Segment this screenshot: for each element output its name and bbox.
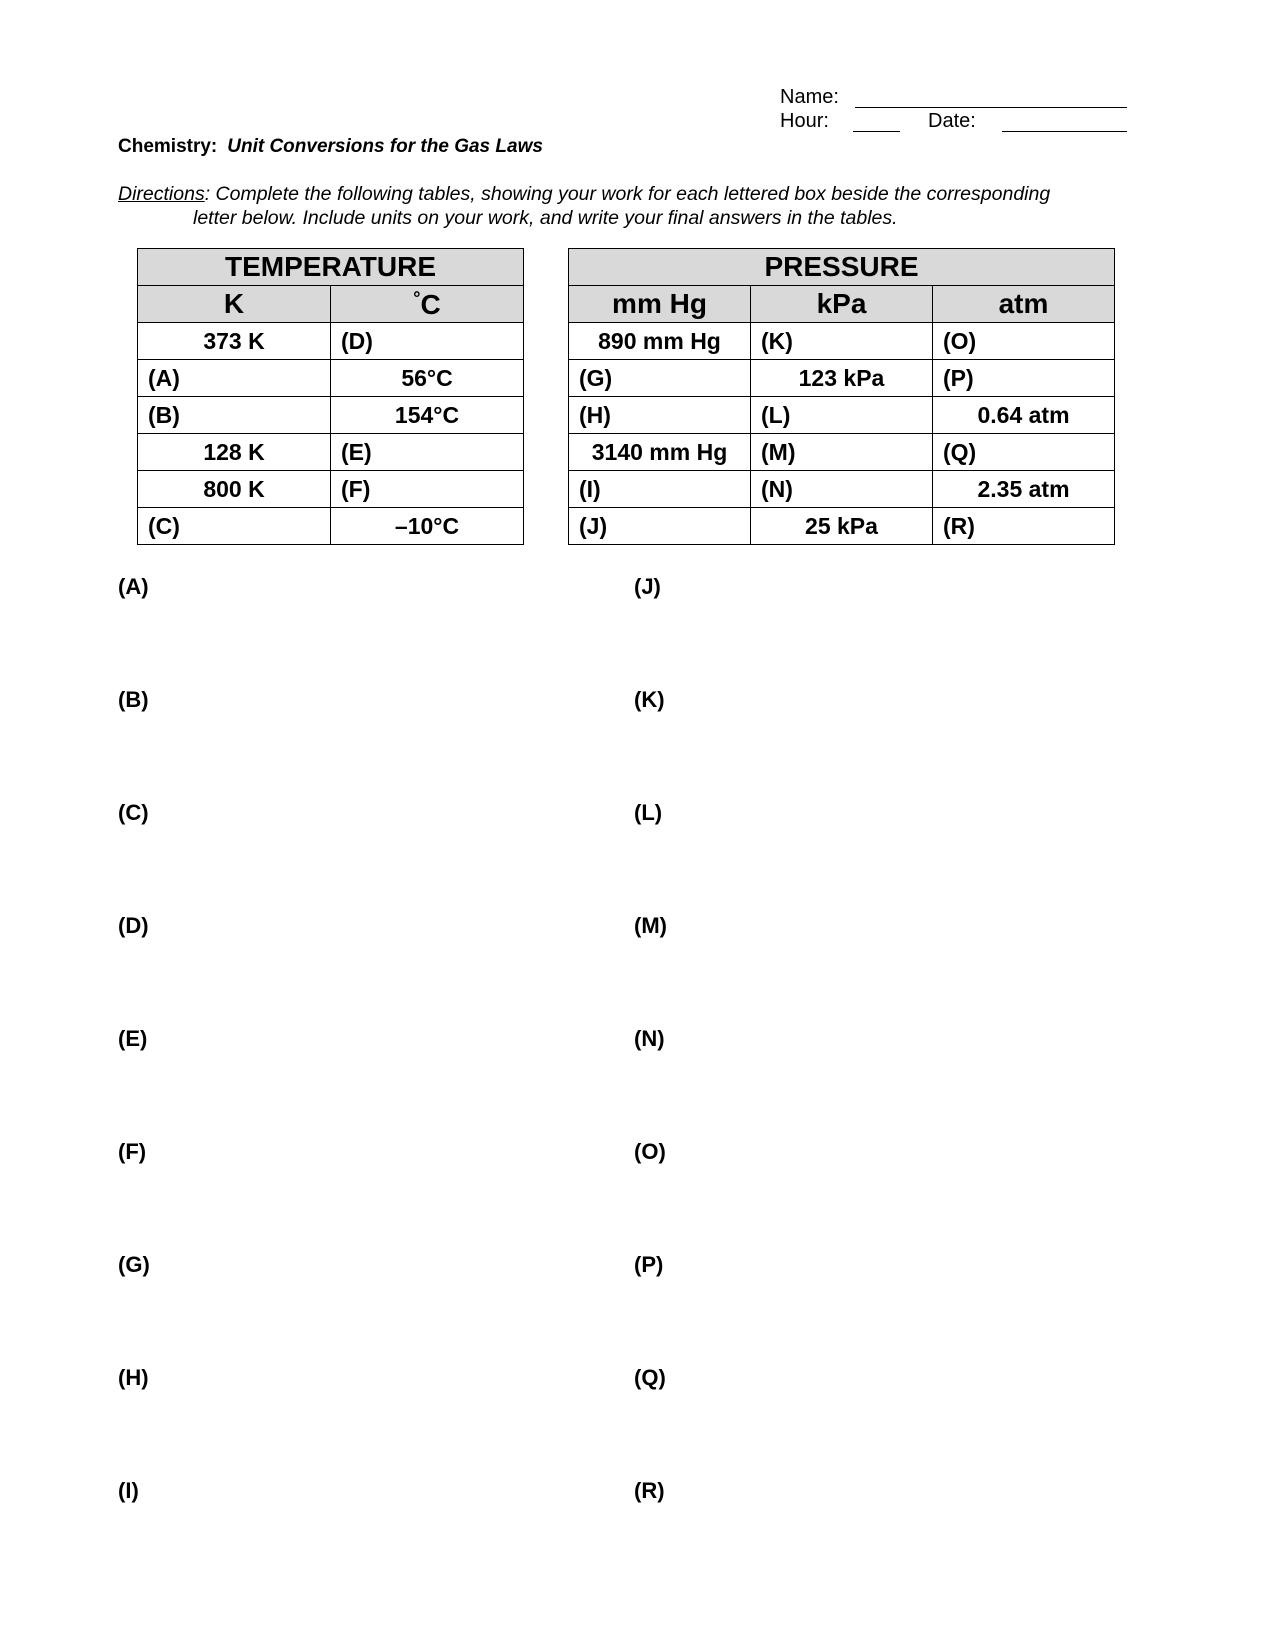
answer-cell[interactable]: (M) (751, 434, 933, 471)
title-subject: Chemistry: (118, 136, 218, 157)
work-label: (J) (634, 574, 661, 599)
table-cell: 373 K (138, 323, 331, 360)
table-cell: 25 kPa (751, 508, 933, 545)
work-label: (L) (634, 800, 663, 825)
directions (118, 182, 1168, 230)
answer-cell[interactable]: (L) (751, 397, 933, 434)
table-row (569, 323, 1115, 360)
table-cell: 0.64 atm (933, 397, 1115, 434)
page-title (118, 136, 543, 158)
answer-cell[interactable]: (D) (331, 323, 524, 360)
work-label: (E) (118, 1026, 148, 1051)
date-field[interactable] (1002, 131, 1127, 132)
col-celsius: °C (331, 286, 524, 323)
work-label: (F) (118, 1139, 147, 1164)
answer-cell[interactable]: (G) (569, 360, 751, 397)
table-row (569, 471, 1115, 508)
work-label: (N) (634, 1026, 665, 1051)
answer-cell[interactable]: (O) (933, 323, 1115, 360)
hour-label: Hour: (780, 110, 829, 132)
work-label: (M) (634, 913, 667, 938)
table-cell: 890 mm Hg (569, 323, 751, 360)
answer-cell[interactable]: (P) (933, 360, 1115, 397)
table-cell: 123 kPa (751, 360, 933, 397)
directions-line2: letter below. Include units on your work, and write your final answers in the tables. (193, 207, 898, 229)
answer-cell[interactable]: (R) (933, 508, 1115, 545)
answer-cell[interactable]: (I) (569, 471, 751, 508)
table-row (138, 508, 524, 545)
work-label: (Q) (634, 1365, 666, 1390)
table-row (569, 434, 1115, 471)
col-atm: atm (933, 286, 1115, 323)
answer-cell[interactable]: (N) (751, 471, 933, 508)
work-label: (O) (634, 1139, 666, 1164)
answer-cell[interactable]: (H) (569, 397, 751, 434)
table-cell: 154°C (331, 397, 524, 434)
col-kpa: kPa (751, 286, 933, 323)
table-row (138, 471, 524, 508)
answer-cell[interactable]: (A) (138, 360, 331, 397)
work-label: (A) (118, 574, 149, 599)
table-cell: 56°C (331, 360, 524, 397)
table-cell: 128 K (138, 434, 331, 471)
answer-cell[interactable]: (B) (138, 397, 331, 434)
work-label: (K) (634, 687, 665, 712)
date-label: Date: (928, 110, 976, 132)
table-cell: 800 K (138, 471, 331, 508)
table-row (138, 397, 524, 434)
hour-field[interactable] (853, 131, 900, 132)
table-row (569, 397, 1115, 434)
table-cell: 3140 mm Hg (569, 434, 751, 471)
work-label: (B) (118, 687, 149, 712)
col-kelvin: K (138, 286, 331, 323)
temperature-title: TEMPERATURE (138, 249, 524, 286)
answer-cell[interactable]: (Q) (933, 434, 1115, 471)
work-label: (R) (634, 1478, 665, 1503)
work-label: (C) (118, 800, 149, 825)
temperature-table (137, 248, 524, 545)
work-label: (H) (118, 1365, 149, 1390)
table-cell: 2.35 atm (933, 471, 1115, 508)
title-topic: Unit Conversions for the Gas Laws (227, 136, 543, 157)
name-label: Name: (780, 86, 839, 108)
answer-cell[interactable]: (F) (331, 471, 524, 508)
answer-cell[interactable]: (C) (138, 508, 331, 545)
pressure-table (568, 248, 1115, 545)
table-cell: –10°C (331, 508, 524, 545)
work-label: (D) (118, 913, 149, 938)
name-field[interactable] (855, 107, 1127, 108)
answer-cell[interactable]: (K) (751, 323, 933, 360)
table-row (569, 508, 1115, 545)
work-label: (G) (118, 1252, 150, 1277)
answer-cell[interactable]: (E) (331, 434, 524, 471)
table-row (138, 434, 524, 471)
table-row (138, 323, 524, 360)
table-row (569, 360, 1115, 397)
work-label: (I) (118, 1478, 139, 1503)
directions-label: Directions (118, 183, 205, 205)
col-mmhg: mm Hg (569, 286, 751, 323)
answer-cell[interactable]: (J) (569, 508, 751, 545)
pressure-title: PRESSURE (569, 249, 1115, 286)
work-label: (P) (634, 1252, 664, 1277)
table-row (138, 360, 524, 397)
directions-line1: : Complete the following tables, showing your work for each lettered box beside the corresponding (204, 183, 1051, 205)
